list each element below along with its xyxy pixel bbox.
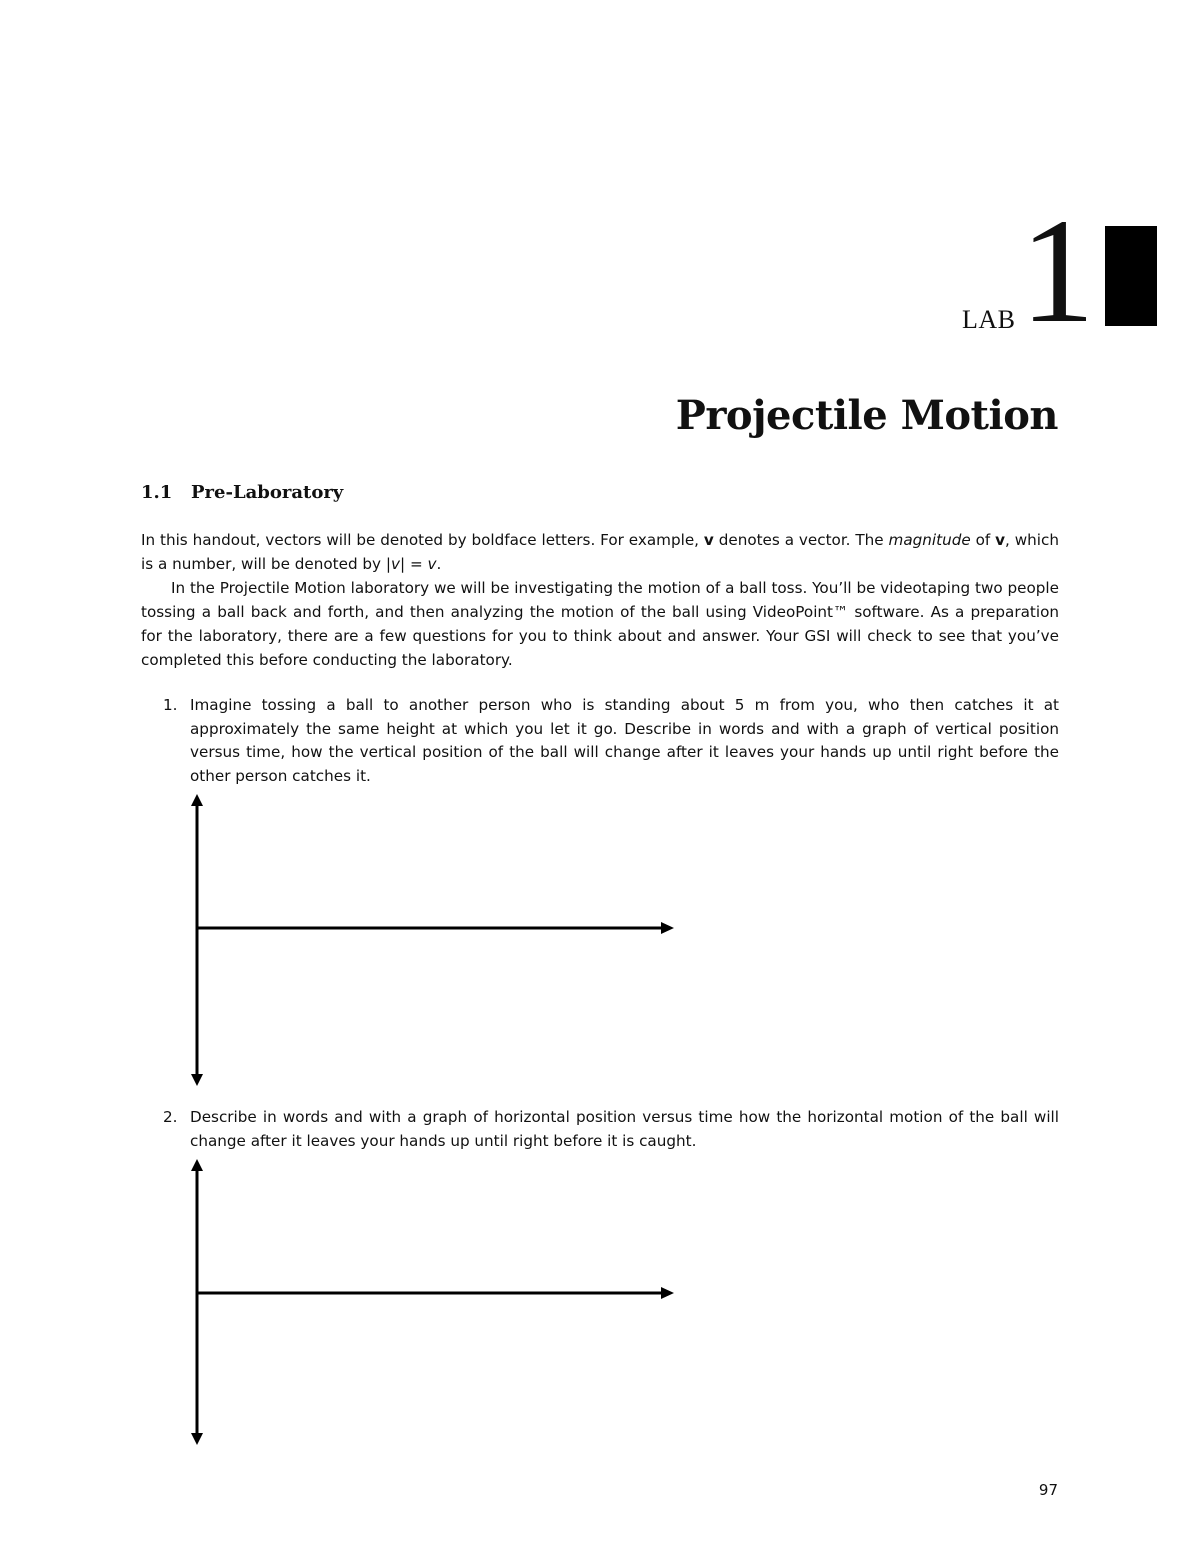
section-heading — [141, 482, 343, 503]
lab-number: 1 — [1020, 188, 1095, 354]
intro-text-1: In this handout, vectors will be denoted by boldface letters. For example, — [141, 531, 704, 549]
y-axis-up-arrow — [191, 1159, 203, 1171]
question-text: Describe in words and with a graph of horizontal position versus time how the horizontal motion of the ball will change after it leaves your hands up until right before it is caught. — [190, 1108, 1059, 1150]
question-item — [141, 1106, 1059, 1153]
vector-symbol: v — [703, 531, 714, 549]
chapter-header — [0, 0, 1200, 354]
answer-graph-axes[interactable] — [183, 790, 683, 1090]
intro-text-6: . — [436, 555, 442, 573]
y-axis-down-arrow — [191, 1074, 203, 1086]
answer-graph-axes[interactable] — [183, 1155, 683, 1455]
question-text: Imagine tossing a ball to another person who is standing about 5 m from you, who then catches it at approximately the same height at which you let it go. Describe in words and with a graph of vertical position versus time, how the vertical position of the ball will change after it leaves your hands up until right before the other person catches it. — [190, 696, 1059, 785]
x-axis-arrow — [661, 1287, 674, 1299]
x-axis-arrow — [661, 922, 674, 934]
question-number: 1. — [163, 696, 178, 714]
chapter-thumb-tab — [1105, 226, 1157, 326]
question-number: 2. — [163, 1108, 178, 1126]
page-number: 97 — [1038, 1481, 1058, 1499]
magnitude-term: magnitude — [888, 531, 971, 549]
scalar-symbol: v — [391, 555, 400, 573]
section-number: 1.1 — [141, 482, 173, 503]
chapter-title: Projectile Motion — [675, 392, 1058, 439]
intro-text-3: of — [970, 531, 996, 549]
question-item — [141, 694, 1059, 788]
intro-text-5: | = — [400, 555, 428, 573]
scalar-symbol: v — [427, 555, 437, 573]
intro-paragraph — [141, 528, 1059, 576]
lab-description-paragraph: In the Projectile Motion laboratory we will be investigating the motion of a ball toss. You’ll be videotaping two people tossing a ball back and forth, and then analyzing the motion of the ball using VideoPoint™ software. As a preparation for the laboratory, there are a few questions for you to think about and answer. Your GSI will check to see that you’ve completed this before conducting the laboratory. — [141, 579, 1059, 669]
lab-label: LAB — [962, 305, 1016, 334]
y-axis-up-arrow — [191, 794, 203, 806]
section-title: Pre-Laboratory — [191, 482, 344, 503]
intro-text-4: , which is a number, will be denoted by | — [141, 531, 1059, 573]
intro-text-2: denotes a vector. The — [713, 531, 889, 549]
vector-symbol: v — [995, 531, 1006, 549]
y-axis-down-arrow — [191, 1433, 203, 1445]
